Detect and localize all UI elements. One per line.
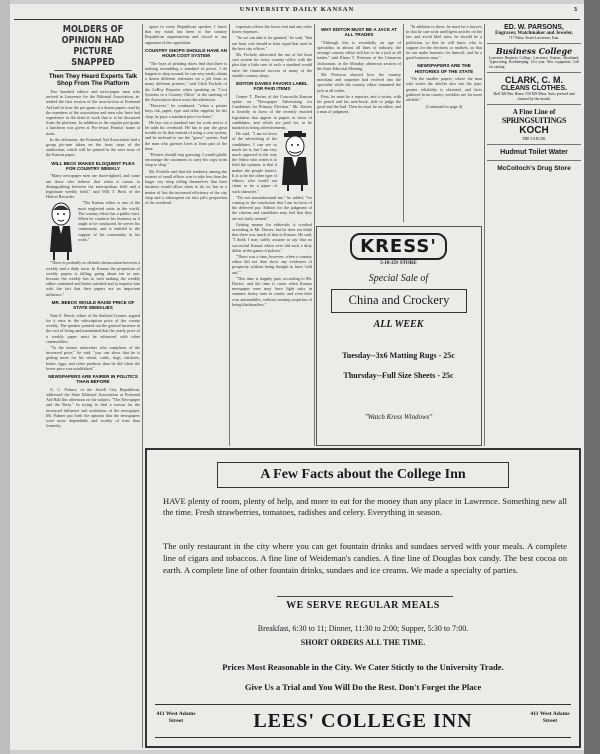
column-rule xyxy=(484,24,485,446)
headline-will-beck: WILL BECK MAKES ELOQUENT PLEA FOR COUNTRY WEEKLY xyxy=(51,160,135,172)
paragraph: "There was a time, however, when a country editor did not dare show any evidences of prosperity without being thought to have 'sold out.'" xyxy=(232,253,312,275)
paragraph: "Although this is essentially an age of specialists in almost all lines of industry, the average country editor still has to be a jack at all trades," said Elmer T. Peterson of the Cimarron Jacksonian, at the Monday afternoon session of the State Editorial Meeting. xyxy=(317,39,401,71)
masthead-title: UNIVERSITY DAILY KANSAN xyxy=(239,6,355,13)
college-inn-name: LEES' COLLEGE INN xyxy=(253,710,473,732)
figure-with-text xyxy=(46,200,140,260)
college-inn-regular: WE SERVE REGULAR MEALS xyxy=(286,600,440,611)
kress-special: Special Sale of xyxy=(368,273,429,284)
ad-divider xyxy=(487,72,581,73)
college-inn-ad xyxy=(145,448,581,748)
springsuitings-text: SPRINGSUITINGS xyxy=(501,116,567,126)
kress-thursday: Thursday--Full Size Sheets - 25c xyxy=(343,371,454,380)
subhead-experts: Then They Heard Experts Talk Shop From The Platform xyxy=(48,73,138,87)
paragraph: "So we can take it for granted," he said, "that our hour cost should at least equal that used in the best city offices." xyxy=(232,35,312,51)
business-college-text: Lawrence Business College, Lawrence, Kansas. Shorthand, Typewriting, Bookkeeping. 21st year. New equipment. Call for catalog. xyxy=(489,56,579,69)
college-inn-p2: The only restaurant in the city where you can get fountain drinks and sundaes served with your meals. A complete line of cigars and tobaccos. A fine line of Weideman's candies. A fine line of Douglas box candy. The best cocoa on earth. A complete line of other fountain drinks, sundaes and ice creams. We made a specialty of parties. xyxy=(163,541,567,575)
hudnut-text: Hudmut Toilet Water xyxy=(500,149,568,157)
kress-logo-sub: 5-10-25¢ STORE xyxy=(380,261,417,266)
column-rule xyxy=(229,24,230,446)
paragraph: "Many newspaper men are short-sighted, and some are those who believe that when it comes to distinguishing between the metropolitan field and a legitimate weekly field," said Will T. Beck of the Holton Recorder. xyxy=(46,173,140,200)
headline-why-editor: WHY EDITOR MUST BE A JACK AT ALL TRADES xyxy=(320,27,398,38)
clark-cleans: CLEANS CLOTHES. xyxy=(500,85,568,93)
ad-divider xyxy=(487,144,581,145)
college-inn-give: Give Us a Trial and You Will Do the Rest. Don't Forget the Place xyxy=(244,682,482,692)
koch-tailor: THE TAILOR. xyxy=(521,136,547,142)
ad-divider xyxy=(487,104,581,105)
paragraph: Two hundred editors and news-paper men who arrived in Lawrence for the Editorial Association, at-tended the first session of the associa-tion at Fraternal Aid hall to hear the pro-gram of a dozen papers read by the members of the association and men who have had experience in the kind of work that is to be discussed from the platform. In addition to the regular pro-gram, a luncheon was given at Pro-fessor Pontius' home at noon. xyxy=(46,89,140,136)
paragraph: First, he must be a reporter, and a writer, with his pencil and his note-book, able to judge the good and the bad. Then he must be an editor, and a man of judgment. xyxy=(317,93,401,115)
column-1 xyxy=(46,24,140,746)
column-rule xyxy=(142,24,143,748)
column-rule xyxy=(403,24,404,222)
masthead-rule xyxy=(14,19,580,20)
fine-line-text: A Fine Line of xyxy=(512,108,556,117)
paragraph: Mr. Peterson showed how the country merchant and carpenter had evolved into the specialist while the country editor remained the jack at all trades. xyxy=(317,72,401,93)
paragraph: "This time is happily past, according to Mr. Davies, and the time is come when Kansas newspaper men may have light suits in summer, heavy ones in winter, and even their own automobiles, without creating suspicion of being blackmailers." xyxy=(232,275,312,307)
parsons-trade: Engraver, Watchmaker and Jeweler, xyxy=(495,31,573,36)
newspaper-page xyxy=(10,4,584,750)
page-number: 3 xyxy=(573,6,578,13)
kress-tuesday: Tuesday--3x6 Matting Rugs - 25c xyxy=(342,351,455,360)
headline-newspapers-fairer: NEWSPAPERS ARE FAIRER IN POLITICS THAN BEFORE xyxy=(48,373,138,385)
paragraph: Mr. Fockele advocated the use of the hour cost system for every country office with the plea that a little care of such a standard would raise the financial success of many of the smaller country shops. xyxy=(232,52,312,78)
kress-china: China and Crockery xyxy=(331,289,467,313)
paragraph: Getting money for editorials is crooked according to Mr. Davies, but he does not think that there was much of that in Kansas. He said, "I think I may safely assume to say that no successful Kansas editor ever did such a dirty dollar in the game of politics." xyxy=(232,221,312,253)
paragraph: "The boys of printing shoes find that there is nothing resembling a standard of prices. I do happen to shop around, he can very easily obtain a dozen different estimates on a job from as many different printers," said Glick Fockele of the LeRoy Reporter when speaking on "Cost Systems in a Country Office" at the meeting of the Association down town this afternoon. xyxy=(145,60,227,103)
cartoon-man-hat-portrait-icon xyxy=(278,131,312,191)
column-2 xyxy=(145,24,227,446)
address-right: 411 West Adams Street xyxy=(530,711,570,724)
headline-newspapers-histories: NEWSPAPERS ARE THE HISTORIES OF THE STATE xyxy=(414,63,474,74)
koch-name: KOCH xyxy=(519,125,549,137)
cartoon-man-portrait-icon xyxy=(46,200,76,260)
kress-logo-icon: KRESS' xyxy=(350,233,447,260)
paragraph: "To the farmer subscriber who complains of the increased price," he said, "you can show that he is getting more for his wheat, cattle, hogs, chickens, butter, eggs, and other products than he did when the lower price was established." xyxy=(46,344,140,371)
kress-ad xyxy=(316,226,482,446)
college-inn-headline: A Few Facts about the College Inn xyxy=(217,462,509,488)
paragraph: Nate E. Beeck, editor of the Stafford Courier, argued for a raise in the subscription price of the county weekly. The speaker pointed out the general increase in the cost of living and maintained that the yearly price of a weekly paper must be advanced with other commodities. xyxy=(46,312,140,344)
clark-name: CLARK, C. M. xyxy=(505,75,563,86)
ad-divider xyxy=(487,43,581,44)
paragraph: "The Kansas editor is one of the most neglected units in the world. The country editor has a public trust. When he conducts his business as it ought to be conducted, he serves his community, and is entitled to the support of his community in his work." xyxy=(78,200,140,242)
kress-watch: "Watch Kress Windows" xyxy=(364,413,433,421)
headline-mr-beeck: MR. BEECK WOULD RAISE PRICE OF STATE WEEKLIES xyxy=(51,299,135,311)
paragraph: "However," he continued, "when a printer buys ink, paper, type and other supplies for his shop, he pays a standard price for them." xyxy=(145,103,227,119)
ad-divider xyxy=(277,596,453,597)
column-3 xyxy=(232,24,312,446)
continued-note: (Continued to page 4) xyxy=(425,104,463,110)
paragraph: "Printers should stop guessing. I would gladly encourage the customers to carry his copy from shop to shop." xyxy=(145,152,227,168)
mcculloch-text: McColloch's Drug Store xyxy=(497,165,571,173)
business-college-title: Business College xyxy=(495,46,573,56)
paragraph: expenses offsets the lower rent and any other lower expenses. xyxy=(232,24,312,35)
paragraph: "In addition to these, he must be a lawyer, in that he can write intelligent articles on the law and avoid libel suits; he should be a politician, so that he will know who to support for the elections or markets, so that he can make business for himself, and be a good business man." xyxy=(406,24,482,61)
masthead xyxy=(10,6,584,20)
headline-molders: MOLDERS OF OPINION HAD PICTURE SNAPPED xyxy=(54,24,131,71)
parsons-name: ED. W. PARSONS, xyxy=(504,24,564,31)
kress-week: ALL WEEK xyxy=(373,319,424,330)
paragraph: He lays out a standard rate for work and to it he adds his overhead. He has to pay the great trouble to do that instead of using a cost system, and be inclined to use the "guess" system. And the man who guesses loses at least part of the time. xyxy=(145,119,227,151)
ad-divider xyxy=(487,160,581,161)
college-inn-prices: Prices Most Reasonable in the City. We Cater Stictly to the University Trade. xyxy=(222,662,504,672)
clark-text: Bell 348 Rm, Home 150 829 Mass. Suits pressed and cleaned by the month. xyxy=(493,92,575,101)
college-inn-p1: HAVE plenty of room, plenty of help, and more to eat for the money than any place in Lawrence. Something new all the time. Fresh strawberries, tomatoes, radishes and celery. Everything in season. xyxy=(163,496,567,517)
college-inn-short: SHORT ORDERS ALL THE TIME. xyxy=(300,638,426,647)
college-inn-hours: Breakfast, 6:30 to 11; Dinner, 11:30 to 2:00; Supper, 5:30 to 7:00. xyxy=(257,624,469,633)
paragraph: space to every Republican speaker. I know that my mind has been to the country Republican organizations and closed to any argument of the opposition. xyxy=(145,24,227,45)
kress-logo xyxy=(317,233,480,266)
paragraph: In the afternoon, the Fraternal Aid Association had a group pic-ture taken on the front steps of the auditorium, which will be printed in the next issue of the Kansas paper. xyxy=(46,136,140,158)
college-inn-footer xyxy=(155,704,571,738)
page-shadow-left xyxy=(0,0,10,754)
paragraph: Mr. Fockele said that the tendency among the owners of small offices was to take less than the larger city shop telling themselves that their business would allow them to do so, but as a matter of fact the increased efficiency of the city shop and a subsequent cut into job's proportion of the overhead xyxy=(145,168,227,205)
right-ads-column xyxy=(487,24,581,446)
column-5 xyxy=(406,24,482,222)
column-4 xyxy=(317,24,401,222)
paragraph: "There is probably no definite demarcation between a weekly and a daily town. In Kansas the proportion of weekly papers is falling, going about ten to one, because the weekly has to with making the weekly editor contented and better satisfied and to impress him with the fact that their papers are an important influence." xyxy=(46,260,140,297)
headline-editor-davies: EDITOR DAVIES FAVORS LABEL FOR PAID ITEMS xyxy=(236,81,308,92)
figure-with-text xyxy=(232,131,312,194)
paragraph: He said, "I am in favor of the advertising of the candidates; I can see so much for it, but I am very much opposed to the way the fellow who writes it to hold the opinion, is that it makes the people honest. It is to be the other type of editors, who would not claim to be a paper of such character." xyxy=(232,131,277,194)
paragraph: "Do not misunderstand me," he added, "for coming to the conclusion that I am in favor of the deferred pay. Editors for the judgment of the citizens and candidates may feel that they are not fairly treated." xyxy=(232,194,312,221)
paragraph: Gomer T. Davies of the Concordia Kansan spoke on "Newspaper Advertising for Candidates for Primary Election." Mr. Davies is heartily in favor of the recently enacted legislation that appear in papers in favor of candidates, and which are paid for, to be marked as being advertisements. xyxy=(232,93,312,131)
paragraph: G. C. Palmer, of the Jewell City Republican, addressed the State Editorial Association at Fraternal Aid Hall this afternoon on the subject, "The Newspaper and the Party." In trying to find a reason for the increased influence and usefulness of the newspaper, Mr. Palmer put forth the opinion that the newspapers were more dependable and worthy of trust than formerly. xyxy=(46,386,140,429)
address-left: 411 West Adams Street xyxy=(156,711,196,724)
column-rule xyxy=(314,24,315,446)
parsons-address: 717 Mass. Street Lawrence, Kan. xyxy=(508,36,560,40)
headline-country-shops: COUNTRY SHOPS SHOULD HAVE AN HOUR COST SYSTEM xyxy=(145,47,227,59)
page-shadow-right xyxy=(584,0,600,754)
paragraph: "On the smaller papers, where the man who writes the articles also sets the type, greater reliability is obtained, and facts gathered from country weeklies are far more reliable." xyxy=(406,76,482,103)
